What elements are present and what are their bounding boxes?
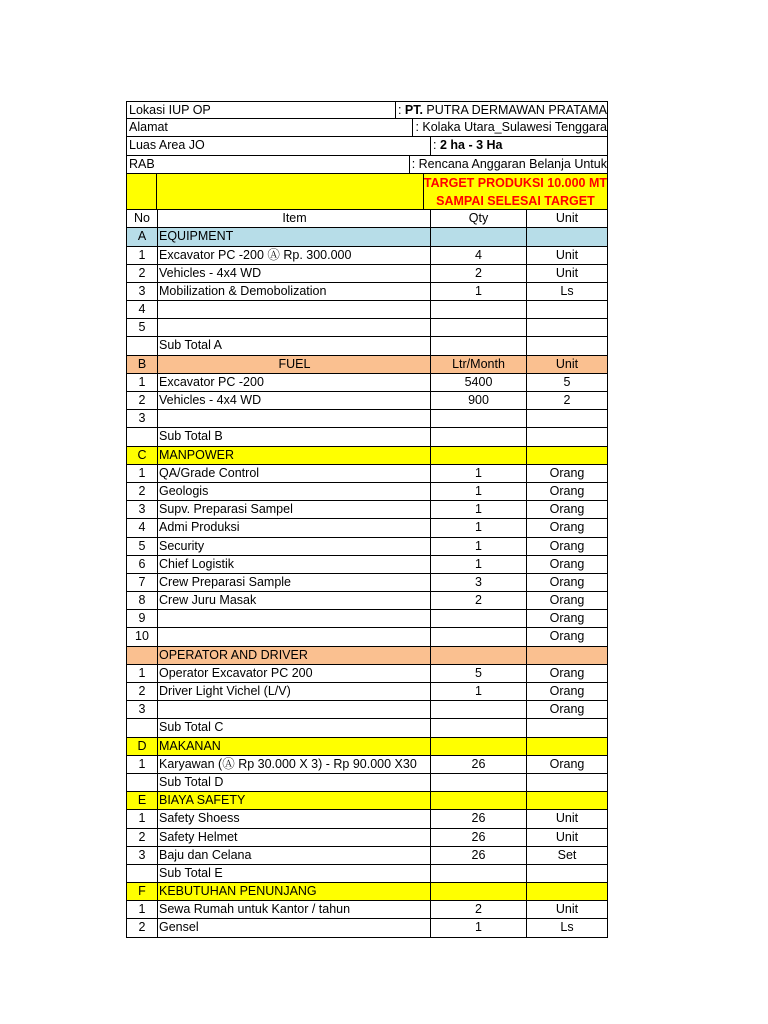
cell-item xyxy=(157,319,430,337)
cell-unit xyxy=(526,647,608,665)
table-row xyxy=(126,228,608,246)
header-prefix: : xyxy=(397,103,405,117)
cell-unit xyxy=(526,774,608,792)
table-row xyxy=(126,265,608,283)
col-item-header: Item xyxy=(157,210,430,228)
cell-unit xyxy=(526,337,608,355)
table-row xyxy=(126,574,608,592)
cell-unit: Ls xyxy=(526,283,608,301)
cell-no: A xyxy=(126,228,157,246)
table-row xyxy=(126,919,608,937)
cell-qty xyxy=(430,228,526,246)
cell-qty xyxy=(430,447,526,465)
cell-unit: Orang xyxy=(526,501,608,519)
cell-unit: Orang xyxy=(526,483,608,501)
cell-unit: Unit xyxy=(526,901,608,919)
cell-item: Chief Logistik xyxy=(157,556,430,574)
table-row xyxy=(126,319,608,337)
table-row xyxy=(126,810,608,828)
table-row xyxy=(126,301,608,319)
cell-no xyxy=(126,865,157,883)
cell-qty: 900 xyxy=(430,392,526,410)
cell-no xyxy=(126,647,157,665)
cell-unit: Orang xyxy=(526,538,608,556)
cell-no: 7 xyxy=(126,574,157,592)
cell-unit xyxy=(526,792,608,810)
cell-item: MAKANAN xyxy=(157,738,430,756)
header-row xyxy=(126,156,608,174)
cell-unit xyxy=(526,738,608,756)
cell-unit xyxy=(526,447,608,465)
header-row xyxy=(126,119,608,137)
cell-qty: 1 xyxy=(430,465,526,483)
cell-qty xyxy=(430,647,526,665)
header-prefix: : xyxy=(433,138,440,153)
cell-no xyxy=(126,337,157,355)
table-row xyxy=(126,356,608,374)
cell-item: QA/Grade Control xyxy=(157,465,430,483)
cell-qty: 1 xyxy=(430,519,526,537)
table-row xyxy=(126,556,608,574)
cell-unit xyxy=(526,865,608,883)
cell-item: Safety Shoess xyxy=(157,810,430,828)
cell-qty xyxy=(430,719,526,737)
cell-unit xyxy=(526,410,608,428)
cell-item: Mobilization & Demobolization xyxy=(157,283,430,301)
cell-no: 2 xyxy=(126,483,157,501)
cell-no: 2 xyxy=(126,683,157,701)
cell-unit: Orang xyxy=(526,592,608,610)
cell-qty: 26 xyxy=(430,829,526,847)
table-row xyxy=(126,610,608,628)
cell-item: Sub Total B xyxy=(157,428,430,446)
cell-no: 10 xyxy=(126,628,157,646)
cell-no: 1 xyxy=(126,247,157,265)
cell-qty: 2 xyxy=(430,592,526,610)
table-row xyxy=(126,501,608,519)
cell-item: Driver Light Vichel (L/V) xyxy=(157,683,430,701)
header-block xyxy=(126,101,608,174)
cell-no: 3 xyxy=(126,410,157,428)
cell-unit: 5 xyxy=(526,374,608,392)
cell-no xyxy=(126,428,157,446)
table-row xyxy=(126,847,608,865)
cell-unit: Unit xyxy=(526,810,608,828)
cell-no: 3 xyxy=(126,847,157,865)
cell-qty xyxy=(430,628,526,646)
cell-no: 5 xyxy=(126,319,157,337)
cell-qty: 3 xyxy=(430,574,526,592)
table-row xyxy=(126,738,608,756)
cell-item: Sub Total D xyxy=(157,774,430,792)
cell-unit: Orang xyxy=(526,683,608,701)
table-row xyxy=(126,756,608,774)
table-row xyxy=(126,683,608,701)
cell-qty xyxy=(430,337,526,355)
cell-qty: 1 xyxy=(430,283,526,301)
header-value xyxy=(395,101,608,119)
header-row xyxy=(126,137,608,155)
target-banner-text xyxy=(423,174,608,210)
cell-qty xyxy=(430,774,526,792)
cell-qty: 26 xyxy=(430,756,526,774)
cell-qty: 1 xyxy=(430,501,526,519)
cell-qty xyxy=(430,883,526,901)
cell-item: Security xyxy=(157,538,430,556)
col-unit-header: Unit xyxy=(526,210,608,228)
cell-no: 1 xyxy=(126,465,157,483)
cell-item: Excavator PC -200 Ⓐ Rp. 300.000 xyxy=(157,247,430,265)
cell-unit: Unit xyxy=(526,247,608,265)
cell-item: Safety Helmet xyxy=(157,829,430,847)
cell-no: B xyxy=(126,356,157,374)
cell-qty: 5400 xyxy=(430,374,526,392)
cell-qty xyxy=(430,410,526,428)
table-row xyxy=(126,465,608,483)
cell-no: 4 xyxy=(126,519,157,537)
table-row xyxy=(126,410,608,428)
cell-no: 1 xyxy=(126,756,157,774)
cell-no: 1 xyxy=(126,810,157,828)
cell-unit: Orang xyxy=(526,519,608,537)
cell-qty xyxy=(430,701,526,719)
table-row xyxy=(126,647,608,665)
table-row xyxy=(126,538,608,556)
cell-item: Sub Total E xyxy=(157,865,430,883)
cell-item: Sub Total C xyxy=(157,719,430,737)
cell-item: Operator Excavator PC 200 xyxy=(157,665,430,683)
cell-item: Crew Juru Masak xyxy=(157,592,430,610)
cell-qty: 5 xyxy=(430,665,526,683)
cell-qty: 1 xyxy=(430,683,526,701)
cell-no: 1 xyxy=(126,901,157,919)
table-row xyxy=(126,337,608,355)
cell-item: Sewa Rumah untuk Kantor / tahun xyxy=(157,901,430,919)
header-value xyxy=(409,156,608,174)
table-row xyxy=(126,483,608,501)
target-banner xyxy=(126,174,608,210)
table-row xyxy=(126,865,608,883)
cell-item: Crew Preparasi Sample xyxy=(157,574,430,592)
cell-no: D xyxy=(126,738,157,756)
cell-qty xyxy=(430,792,526,810)
header-bold-value: PT. xyxy=(404,103,423,117)
table-row xyxy=(126,519,608,537)
cell-item: Vehicles - 4x4 WD xyxy=(157,265,430,283)
cell-unit: Orang xyxy=(526,556,608,574)
cell-unit: Unit xyxy=(526,265,608,283)
cell-no: F xyxy=(126,883,157,901)
table-row xyxy=(126,901,608,919)
table-row xyxy=(126,792,608,810)
cell-qty: 4 xyxy=(430,247,526,265)
cell-no: 3 xyxy=(126,283,157,301)
cell-qty: 1 xyxy=(430,483,526,501)
cell-qty xyxy=(430,738,526,756)
cell-item: MANPOWER xyxy=(157,447,430,465)
cell-unit xyxy=(526,228,608,246)
cell-qty xyxy=(430,610,526,628)
cell-unit xyxy=(526,719,608,737)
cell-item xyxy=(157,410,430,428)
cell-unit: Ls xyxy=(526,919,608,937)
cell-no: 9 xyxy=(126,610,157,628)
table-row xyxy=(126,428,608,446)
cell-qty: 2 xyxy=(430,265,526,283)
cell-qty: 1 xyxy=(430,538,526,556)
cell-item: BIAYA SAFETY xyxy=(157,792,430,810)
table-row xyxy=(126,247,608,265)
cell-item: Excavator PC -200 xyxy=(157,374,430,392)
header-label: Alamat xyxy=(126,119,412,137)
col-no-header: No xyxy=(126,210,157,228)
cell-item: Geologis xyxy=(157,483,430,501)
cell-qty: 26 xyxy=(430,847,526,865)
cell-item xyxy=(157,610,430,628)
cell-no: 2 xyxy=(126,829,157,847)
cell-item: Supv. Preparasi Sampel xyxy=(157,501,430,519)
cell-item: EQUIPMENT xyxy=(157,228,430,246)
cell-unit xyxy=(526,319,608,337)
cell-item xyxy=(157,701,430,719)
table-row xyxy=(126,447,608,465)
cell-unit: Orang xyxy=(526,465,608,483)
cell-no: C xyxy=(126,447,157,465)
cell-item: FUEL xyxy=(157,356,430,374)
cell-qty: 2 xyxy=(430,901,526,919)
header-plain-value: PUTRA DERMAWAN PRATAMA xyxy=(422,103,607,117)
cell-qty: 26 xyxy=(430,810,526,828)
cell-item: Gensel xyxy=(157,919,430,937)
cell-unit: Orang xyxy=(526,701,608,719)
cell-unit: Orang xyxy=(526,665,608,683)
cell-no: 2 xyxy=(126,265,157,283)
cell-unit: Orang xyxy=(526,756,608,774)
header-plain-value: Rencana Anggaran Belanja Untuk xyxy=(418,156,607,171)
cell-no xyxy=(126,719,157,737)
cell-unit: Unit xyxy=(526,829,608,847)
cell-no: 6 xyxy=(126,556,157,574)
cell-item: Sub Total A xyxy=(157,337,430,355)
cell-no: 2 xyxy=(126,919,157,937)
header-label: RAB xyxy=(126,156,409,174)
cell-unit: Set xyxy=(526,847,608,865)
header-prefix: : xyxy=(415,120,423,135)
cell-unit xyxy=(526,428,608,446)
cell-qty xyxy=(430,319,526,337)
table-row xyxy=(126,628,608,646)
table-row xyxy=(126,374,608,392)
header-bold-value: 2 ha - 3 Ha xyxy=(439,138,503,153)
table-body xyxy=(126,228,608,937)
cell-item: Karyawan (Ⓐ Rp 30.000 X 3) - Rp 90.000 X30 xyxy=(157,756,430,774)
cell-no: E xyxy=(126,792,157,810)
cell-unit xyxy=(526,301,608,319)
cell-item: OPERATOR AND DRIVER xyxy=(157,647,430,665)
banner-line-1: TARGET PRODUKSI 10.000 MT xyxy=(423,175,607,190)
table-row xyxy=(126,829,608,847)
cell-unit: 2 xyxy=(526,392,608,410)
header-prefix: : xyxy=(411,156,419,171)
cell-unit: Orang xyxy=(526,628,608,646)
table-row xyxy=(126,701,608,719)
col-qty-header: Qty xyxy=(430,210,526,228)
table-row xyxy=(126,719,608,737)
cell-no: 3 xyxy=(126,701,157,719)
cell-no xyxy=(126,774,157,792)
cell-qty xyxy=(430,301,526,319)
table-row xyxy=(126,392,608,410)
banner-line-2: SAMPAI SELESAI TARGET xyxy=(436,193,595,208)
table-row xyxy=(126,592,608,610)
cell-unit: Unit xyxy=(526,356,608,374)
header-value xyxy=(412,119,608,137)
budget-sheet xyxy=(126,101,608,938)
cell-no: 8 xyxy=(126,592,157,610)
table-row xyxy=(126,774,608,792)
cell-unit xyxy=(526,883,608,901)
header-label: Lokasi IUP OP xyxy=(126,101,395,119)
table-row xyxy=(126,665,608,683)
cell-no: 2 xyxy=(126,392,157,410)
cell-no: 5 xyxy=(126,538,157,556)
cell-qty xyxy=(430,865,526,883)
cell-item: Baju dan Celana xyxy=(157,847,430,865)
cell-no: 1 xyxy=(126,665,157,683)
cell-qty xyxy=(430,428,526,446)
cell-qty: Ltr/Month xyxy=(430,356,526,374)
cell-no: 3 xyxy=(126,501,157,519)
cell-qty: 1 xyxy=(430,919,526,937)
table-row xyxy=(126,283,608,301)
header-label: Luas Area JO xyxy=(126,137,430,155)
header-plain-value: Kolaka Utara_Sulawesi Tenggara xyxy=(422,120,607,135)
cell-item xyxy=(157,301,430,319)
cell-qty: 1 xyxy=(430,556,526,574)
column-header-row xyxy=(126,210,608,228)
cell-unit: Orang xyxy=(526,574,608,592)
cell-item: Admi Produksi xyxy=(157,519,430,537)
table-row xyxy=(126,883,608,901)
cell-unit: Orang xyxy=(526,610,608,628)
cell-item: Vehicles - 4x4 WD xyxy=(157,392,430,410)
header-row xyxy=(126,101,608,119)
cell-item xyxy=(157,628,430,646)
cell-no: 4 xyxy=(126,301,157,319)
cell-no: 1 xyxy=(126,374,157,392)
cell-item: KEBUTUHAN PENUNJANG xyxy=(157,883,430,901)
header-value xyxy=(430,137,608,155)
